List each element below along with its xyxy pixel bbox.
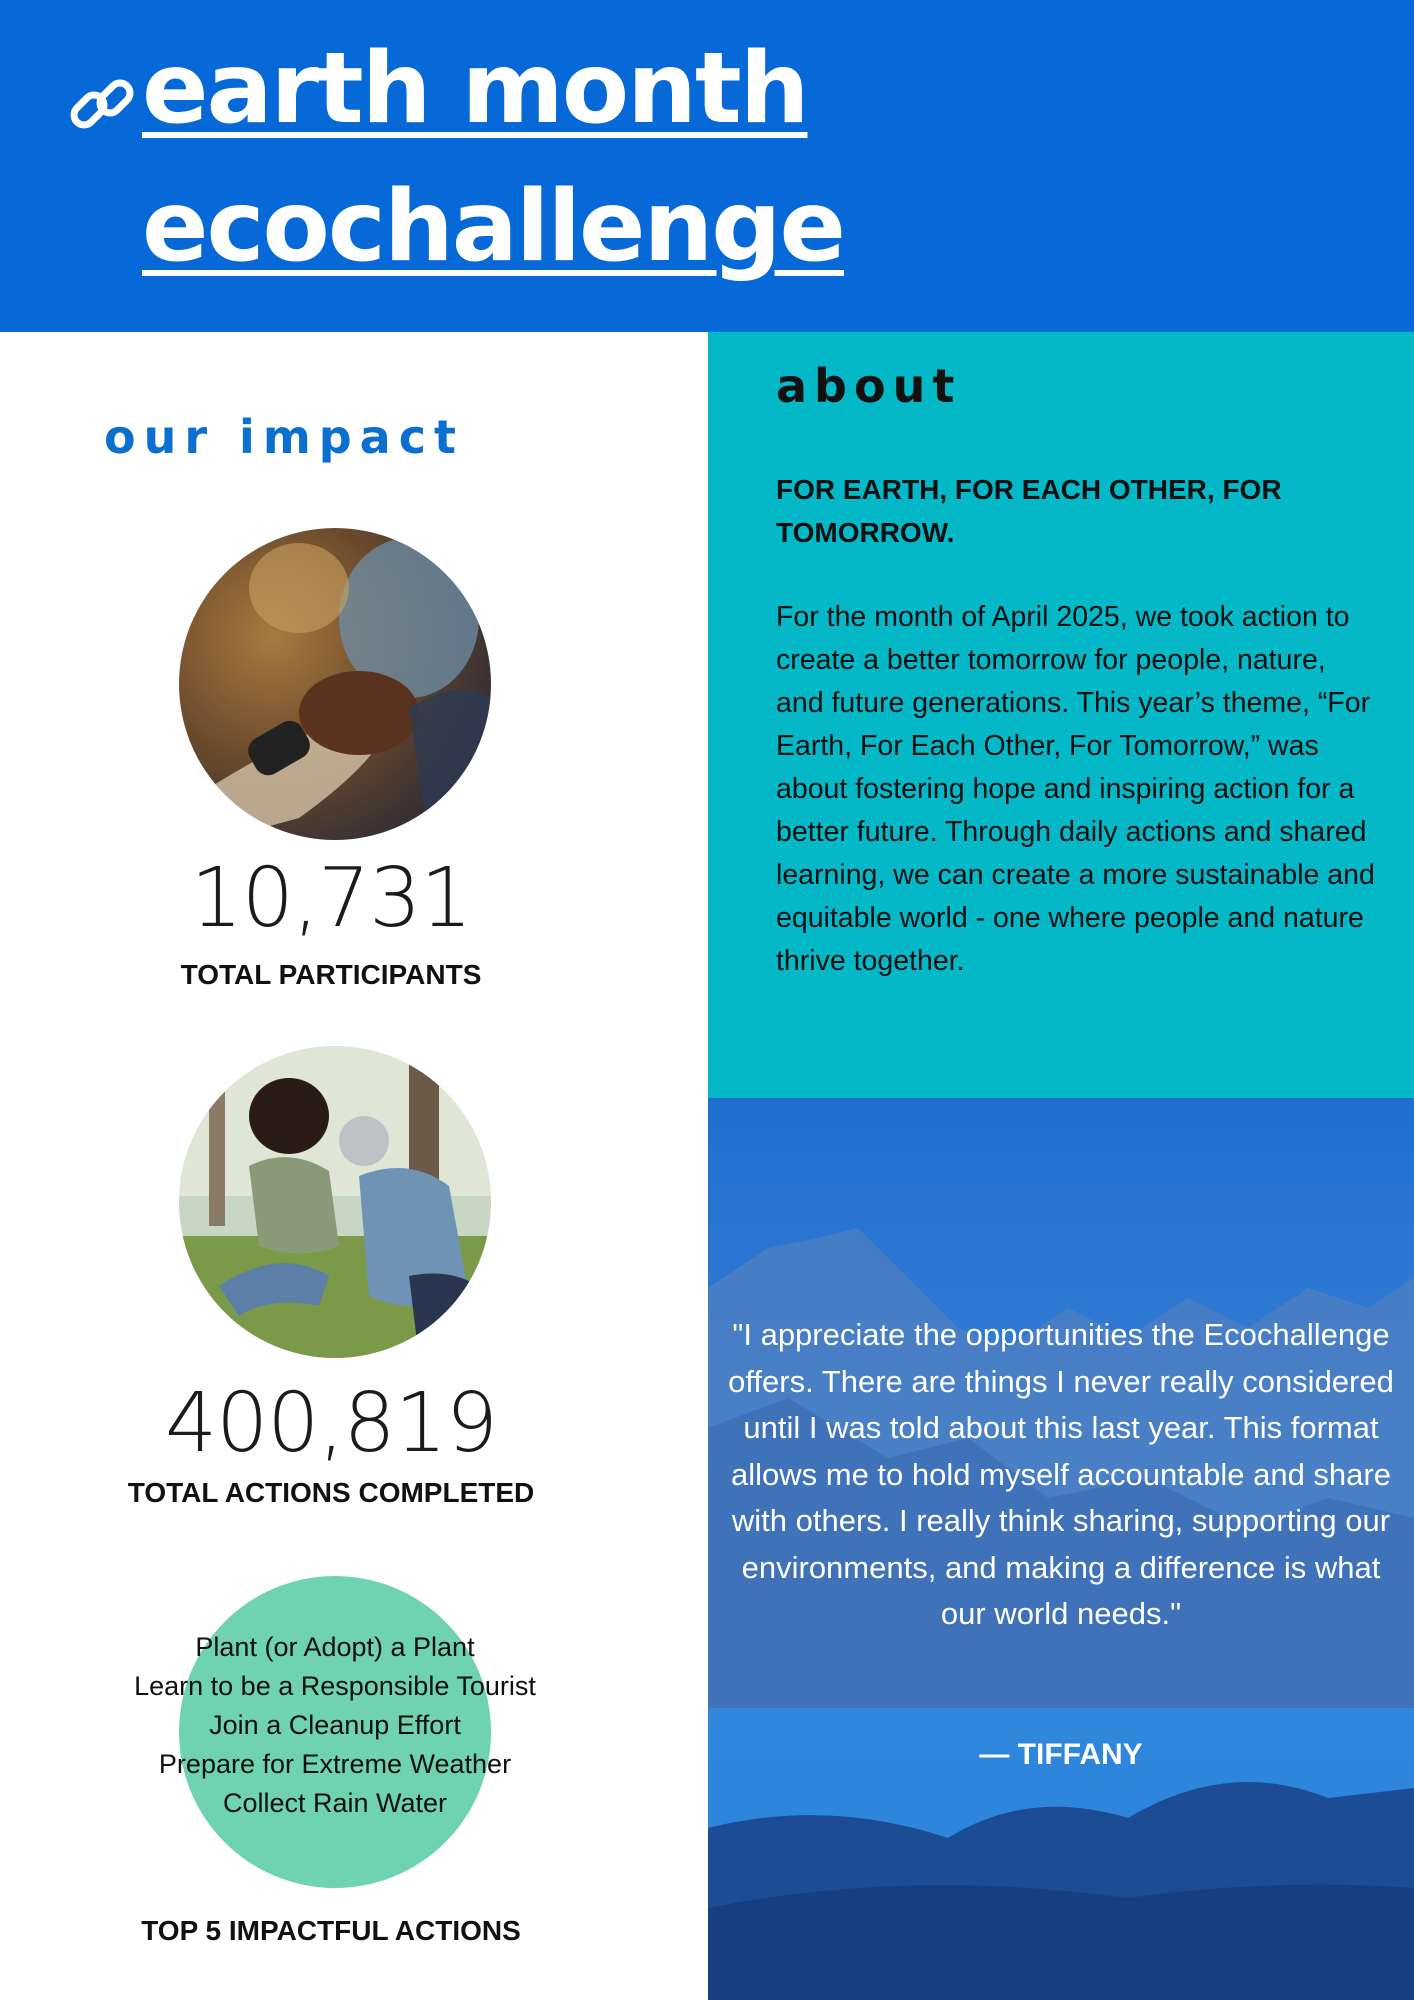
actions-label: TOTAL ACTIONS COMPLETED xyxy=(127,1477,535,1508)
top-actions-label: TOP 5 IMPACTFUL ACTIONS xyxy=(141,1915,521,1946)
actions-count: 400,819 xyxy=(164,1376,498,1471)
page-title-line-2: ecochallenge xyxy=(142,170,844,284)
impact-heading: our impact xyxy=(104,410,464,464)
about-body: For the month of April 2025, we took action to create a better tomorrow for people, nature, and future generations. This year’s theme, “For Earth, For Each Other, For Tomorrow,” was about fostering hope and inspiring action for a better future. Through daily actions and shared learning, we can create a more sustainable and equitable world - one where people and nature thrive together. xyxy=(776,601,1375,977)
list-item: Join a Cleanup Effort xyxy=(209,1710,461,1740)
testimonial-author: — TIFFANY xyxy=(979,1738,1143,1771)
list-item: Collect Rain Water xyxy=(222,1788,448,1818)
participants-label: TOTAL PARTICIPANTS xyxy=(180,959,482,990)
page-title-line-1: earth month xyxy=(142,32,808,146)
participants-count: 10,731 xyxy=(190,851,472,946)
people-planting-photo xyxy=(179,1046,491,1358)
hands-clasped-photo xyxy=(179,528,491,840)
top-actions-list xyxy=(0,1628,670,1823)
list-item: Learn to be a Responsible Tourist xyxy=(134,1671,536,1701)
testimonial-quote: "I appreciate the opportunities the Ecochallenge offers. There are things I never really considered until I was told about this last year. This format allows me to hold myself accountable and share with others. I really think sharing, supporting our environments, and making a difference is what our world needs." xyxy=(728,1317,1394,1631)
about-tagline: FOR EARTH, FOR EACH OTHER, FOR TOMORROW. xyxy=(776,474,1282,548)
link-icon xyxy=(66,70,142,146)
list-item: Plant (or Adopt) a Plant xyxy=(195,1632,475,1662)
list-item: Prepare for Extreme Weather xyxy=(158,1749,512,1779)
about-heading: about xyxy=(776,359,962,413)
